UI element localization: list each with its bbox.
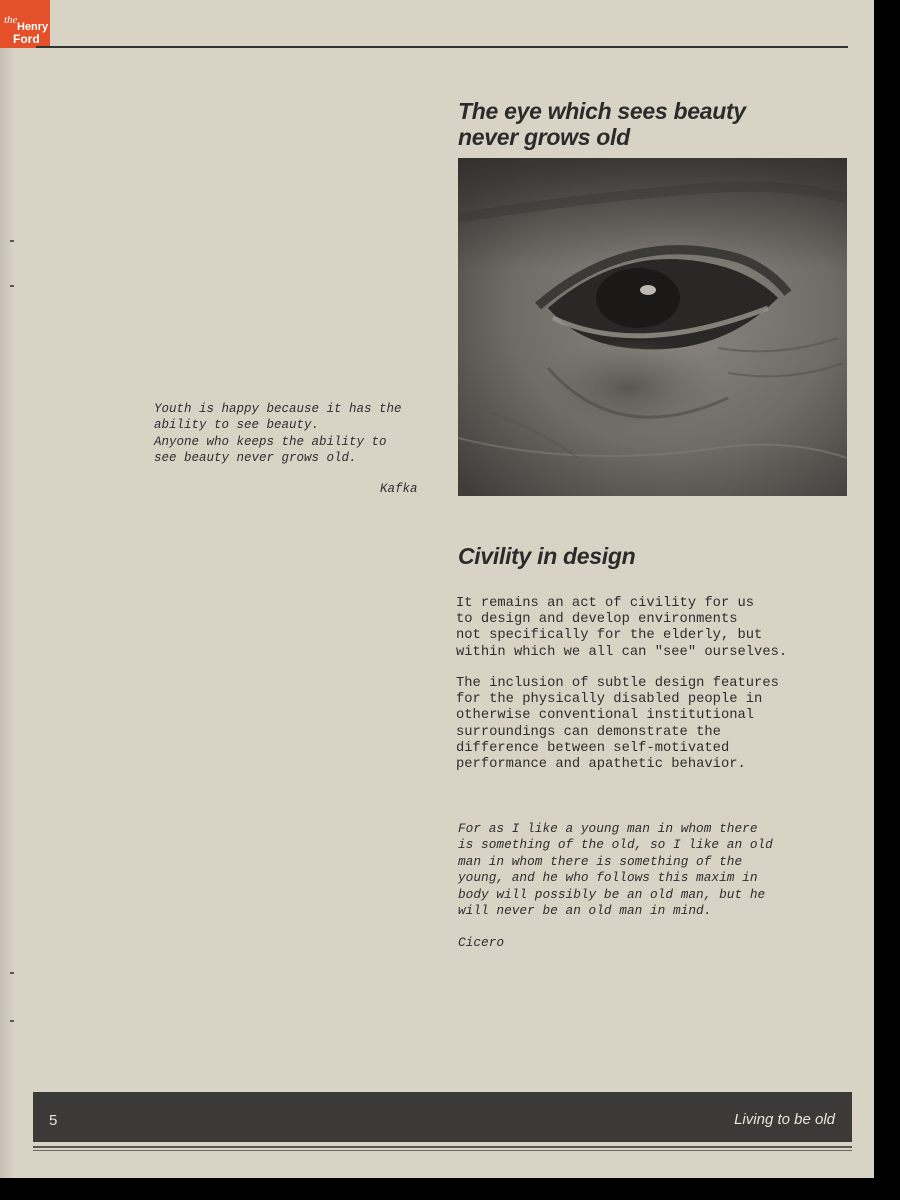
spine-mark <box>10 972 14 974</box>
henry-ford-logo <box>0 0 50 48</box>
footer-bar <box>33 1092 852 1142</box>
paragraph-civility: It remains an act of civility for us to design and develop environments not specifically for the elderly, but within which we all can "see" ourselves. <box>456 596 788 660</box>
heading-civility-in-design: Civility in design <box>458 543 636 569</box>
page-spine-shadow <box>0 0 14 1178</box>
eye-photo-graphic <box>458 158 847 496</box>
spine-mark <box>10 285 14 287</box>
page-number: 5 <box>49 1112 58 1129</box>
logo-the: the <box>4 14 18 26</box>
logo-ford: Ford <box>13 32 40 46</box>
heading-eye-beauty: The eye which sees beauty never grows old <box>458 98 746 150</box>
bottom-rule <box>33 1146 852 1148</box>
quote-youth: Youth is happy because it has the ability to see beauty. Anyone who keeps the ability to see beauty never grows old. <box>154 402 402 466</box>
bottom-rule <box>33 1150 852 1151</box>
paragraph-design-features: The inclusion of subtle design features for the physically disabled people in otherwise conventional institutional surroundings can demonstrate the difference between self-motivated performance and apathetic behavior. <box>456 676 779 773</box>
eye-photo <box>458 158 847 496</box>
top-rule <box>36 46 848 48</box>
attribution-cicero: Cicero <box>458 935 505 950</box>
spine-mark <box>10 1020 14 1022</box>
quote-cicero: For as I like a young man in whom there is something of the old, so I like an old man in whom there is something of the young, and he who follows this maxim in body will possibly be an old man, but he will never be an old man in mind. <box>458 821 773 919</box>
attribution-kafka: Kafka <box>380 482 418 496</box>
footer-title: Living to be old <box>734 1111 835 1128</box>
logo-henry: Henry <box>17 21 49 33</box>
spine-mark <box>10 240 14 242</box>
